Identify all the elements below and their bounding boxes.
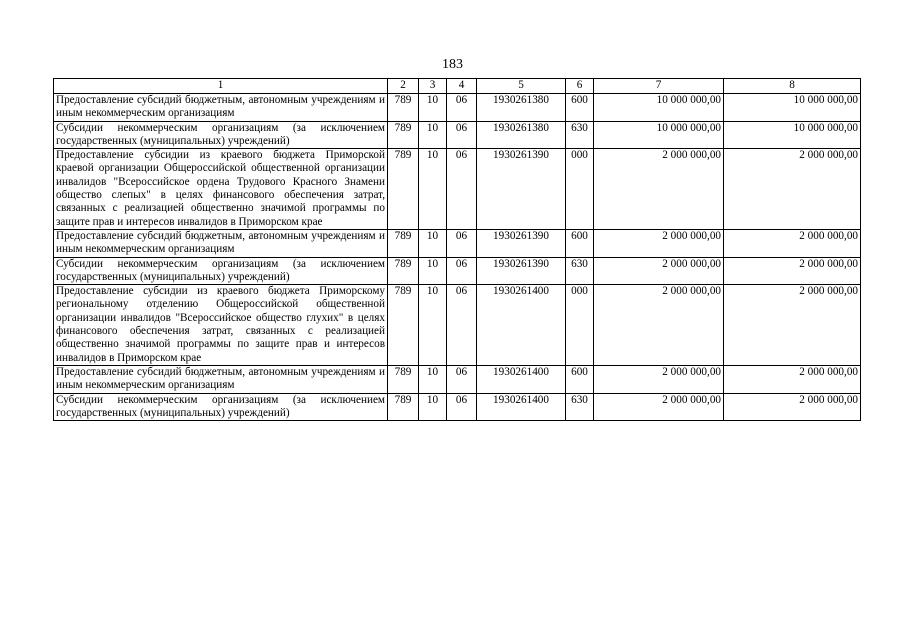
row-amount-7: 2 000 000,00 (594, 257, 724, 285)
row-code-2: 789 (388, 285, 419, 366)
row-name-cell (54, 229, 388, 257)
row-name: Субсидии некоммерческим организациям (за исключением государственных (муниципальных) учреждений) (56, 393, 385, 419)
row-code-3: 10 (419, 229, 447, 257)
col-header-1: 1 (54, 79, 388, 94)
row-amount-7: 2 000 000,00 (594, 229, 724, 257)
row-code-5: 1930261390 (477, 257, 566, 285)
row-code-6: 600 (566, 229, 594, 257)
row-code-4: 06 (447, 121, 477, 149)
table-row (54, 149, 861, 230)
row-name: Предоставление субсидии из краевого бюджета Приморской краевой организации Общероссийской общественной организации инвалидов "Всероссийское ордена Трудового Красного Знамени общество слепых" в целях финансового обеспечения затрат, связанных с реализацией общественно значимой программы по защите прав и интересов инвалидов в Приморском крае (56, 149, 385, 228)
row-code-6: 630 (566, 257, 594, 285)
row-code-6: 000 (566, 285, 594, 366)
row-code-5: 1930261400 (477, 285, 566, 366)
row-amount-8: 2 000 000,00 (724, 229, 861, 257)
row-code-5: 1930261390 (477, 229, 566, 257)
row-name-cell (54, 257, 388, 285)
row-code-2: 789 (388, 393, 419, 421)
row-code-4: 06 (447, 257, 477, 285)
row-amount-7: 2 000 000,00 (594, 365, 724, 393)
row-name-cell (54, 121, 388, 149)
row-code-6: 000 (566, 149, 594, 230)
table-row (54, 121, 861, 149)
row-code-5: 1930261380 (477, 94, 566, 122)
row-name: Субсидии некоммерческим организациям (за исключением государственных (муниципальных) учреждений) (56, 257, 385, 283)
row-code-2: 789 (388, 229, 419, 257)
row-amount-8: 2 000 000,00 (724, 285, 861, 366)
row-name-cell (54, 393, 388, 421)
budget-table (53, 78, 861, 421)
row-code-6: 630 (566, 121, 594, 149)
row-code-2: 789 (388, 121, 419, 149)
row-code-6: 630 (566, 393, 594, 421)
row-code-3: 10 (419, 365, 447, 393)
table-row (54, 285, 861, 366)
row-code-6: 600 (566, 94, 594, 122)
row-name: Предоставление субсидий бюджетным, автономным учреждениям и иным некоммерческим организациям (56, 365, 385, 392)
row-code-4: 06 (447, 365, 477, 393)
row-amount-7: 10 000 000,00 (594, 94, 724, 122)
row-name: Субсидии некоммерческим организациям (за исключением государственных (муниципальных) учреждений) (56, 121, 385, 147)
col-header-5: 5 (477, 79, 566, 94)
row-code-5: 1930261400 (477, 365, 566, 393)
row-code-3: 10 (419, 121, 447, 149)
row-amount-8: 10 000 000,00 (724, 94, 861, 122)
table-row (54, 257, 861, 285)
table-row (54, 229, 861, 257)
row-code-3: 10 (419, 94, 447, 122)
page-number: 183 (442, 57, 463, 72)
row-code-3: 10 (419, 285, 447, 366)
row-amount-7: 2 000 000,00 (594, 285, 724, 366)
table-row (54, 393, 861, 421)
row-amount-8: 10 000 000,00 (724, 121, 861, 149)
row-amount-7: 2 000 000,00 (594, 393, 724, 421)
row-name-cell (54, 94, 388, 122)
col-header-8: 8 (724, 79, 861, 94)
row-amount-8: 2 000 000,00 (724, 257, 861, 285)
row-amount-8: 2 000 000,00 (724, 393, 861, 421)
row-code-4: 06 (447, 149, 477, 230)
header-row (54, 79, 861, 94)
row-code-2: 789 (388, 365, 419, 393)
row-code-4: 06 (447, 229, 477, 257)
row-amount-8: 2 000 000,00 (724, 365, 861, 393)
row-code-4: 06 (447, 285, 477, 366)
col-header-7: 7 (594, 79, 724, 94)
row-code-3: 10 (419, 149, 447, 230)
row-code-3: 10 (419, 257, 447, 285)
col-header-4: 4 (447, 79, 477, 94)
row-amount-7: 10 000 000,00 (594, 121, 724, 149)
row-name-cell (54, 365, 388, 393)
col-header-3: 3 (419, 79, 447, 94)
row-name-cell (54, 285, 388, 366)
row-name-cell (54, 149, 388, 230)
row-amount-7: 2 000 000,00 (594, 149, 724, 230)
row-code-6: 600 (566, 365, 594, 393)
row-code-5: 1930261390 (477, 149, 566, 230)
row-code-3: 10 (419, 393, 447, 421)
row-code-4: 06 (447, 393, 477, 421)
row-name: Предоставление субсидий бюджетным, автономным учреждениям и иным некоммерческим организациям (56, 229, 385, 256)
row-amount-8: 2 000 000,00 (724, 149, 861, 230)
col-header-6: 6 (566, 79, 594, 94)
row-code-2: 789 (388, 94, 419, 122)
row-code-4: 06 (447, 94, 477, 122)
row-code-2: 789 (388, 257, 419, 285)
row-name: Предоставление субсидий бюджетным, автономным учреждениям и иным некоммерческим организациям (56, 94, 385, 120)
row-name: Предоставление субсидии из краевого бюджета Приморскому региональному отделению Общероссийской общественной организации инвалидов "Всероссийское общество глухих" в целях финансового обеспечения затрат, связанных с реализацией общественно значимой программы по защите прав и интересов инвалидов в Приморском крае (56, 285, 385, 364)
row-code-5: 1930261400 (477, 393, 566, 421)
table-row (54, 365, 861, 393)
col-header-2: 2 (388, 79, 419, 94)
table-row (54, 94, 861, 122)
row-code-5: 1930261380 (477, 121, 566, 149)
row-code-2: 789 (388, 149, 419, 230)
